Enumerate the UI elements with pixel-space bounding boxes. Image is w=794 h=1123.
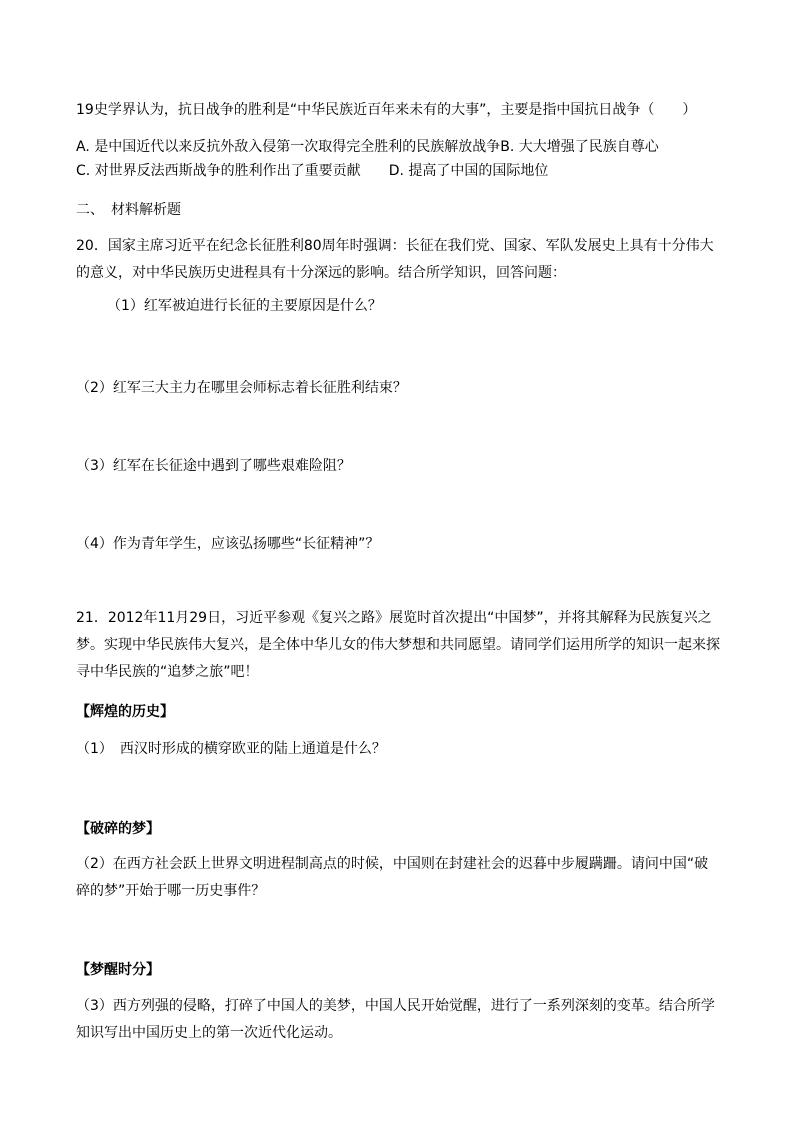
q21-heading-broken-dream: 【破碎的梦】 [76, 821, 160, 837]
q19-option-b: B. 大大增强了民族自尊心 [500, 139, 659, 155]
q20-sub3: （3）红军在长征途中遇到了哪些艰难险阻？ [76, 458, 351, 474]
q21-sub2-line1: （2）在西方社会跃上世界文明进程制高点的时候，中国则在封建社会的迟暮中步履蹒跚。请问中国“破 [76, 856, 709, 872]
q21-stem [76, 605, 726, 686]
q19-options-row1 [76, 137, 659, 157]
q20-stem-line2: 的意义，对中华民族历史进程具有十分深远的影响。结合所学知识，回答问题： [76, 265, 566, 281]
q20-sub2: （2）红军三大主力在哪里会师标志着长征胜利结束？ [76, 380, 407, 396]
q21-sub3-line2: 知识写出中国历史上的第一次近代化运动。 [76, 1025, 342, 1041]
q20-stem-line1: 20．国家主席习近平在纪念长征胜利80周年时强调：长征在我们党、国家、军队发展史上具有十分伟大 [76, 238, 714, 254]
q19-option-c: C. 对世界反法西斯战争的胜利作出了重要贡献 [76, 163, 361, 179]
q21-stem-line3: 寻中华民族的“追梦之旅”吧！ [76, 664, 259, 680]
q21-heading-awakening: 【梦醒时分】 [76, 962, 160, 978]
q21-sub2-line2: 碎的梦”开始于哪一历史事件？ [76, 883, 266, 899]
q21-sub2 [76, 851, 726, 905]
q19-option-d: D. 提高了中国的国际地位 [388, 163, 549, 179]
q21-heading-glorious-history: 【辉煌的历史】 [76, 704, 174, 720]
q19-options-row2 [76, 161, 548, 181]
q20-sub4: （4）作为青年学生，应该弘扬哪些“长征精神”？ [76, 536, 380, 552]
q20-stem [76, 233, 726, 287]
q21-sub3-line1: （3）西方列强的侵略，打碎了中国人的美梦，中国人民开始觉醒，进行了一系列深刻的变革。结合所学 [76, 998, 715, 1014]
q20-sub1: （1）红军被迫进行长征的主要原因是什么？ [107, 298, 382, 314]
q21-stem-line1: 21．2012年11月29日，习近平参观《复兴之路》展览时首次提出“中国梦”，并将其解释为民族复兴之 [76, 610, 712, 626]
q21-sub3 [76, 993, 726, 1047]
section-title-material-analysis: 二、 材料解析题 [76, 202, 181, 218]
q19-stem: 19史学界认为，抗日战争的胜利是“中华民族近百年来未有的大事”，主要是指中国抗日战争（ ） [76, 102, 697, 118]
q21-sub1: （1） 西汉时形成的横穿欧亚的陆上通道是什么？ [76, 741, 386, 757]
q21-stem-line2: 梦。实现中华民族伟大复兴，是全体中华儿女的伟大梦想和共同愿望。请同学们运用所学的知识一起来探 [76, 637, 720, 653]
q19-option-a: A. 是中国近代以来反抗外敌入侵第一次取得完全胜利的民族解放战争 [76, 139, 501, 155]
